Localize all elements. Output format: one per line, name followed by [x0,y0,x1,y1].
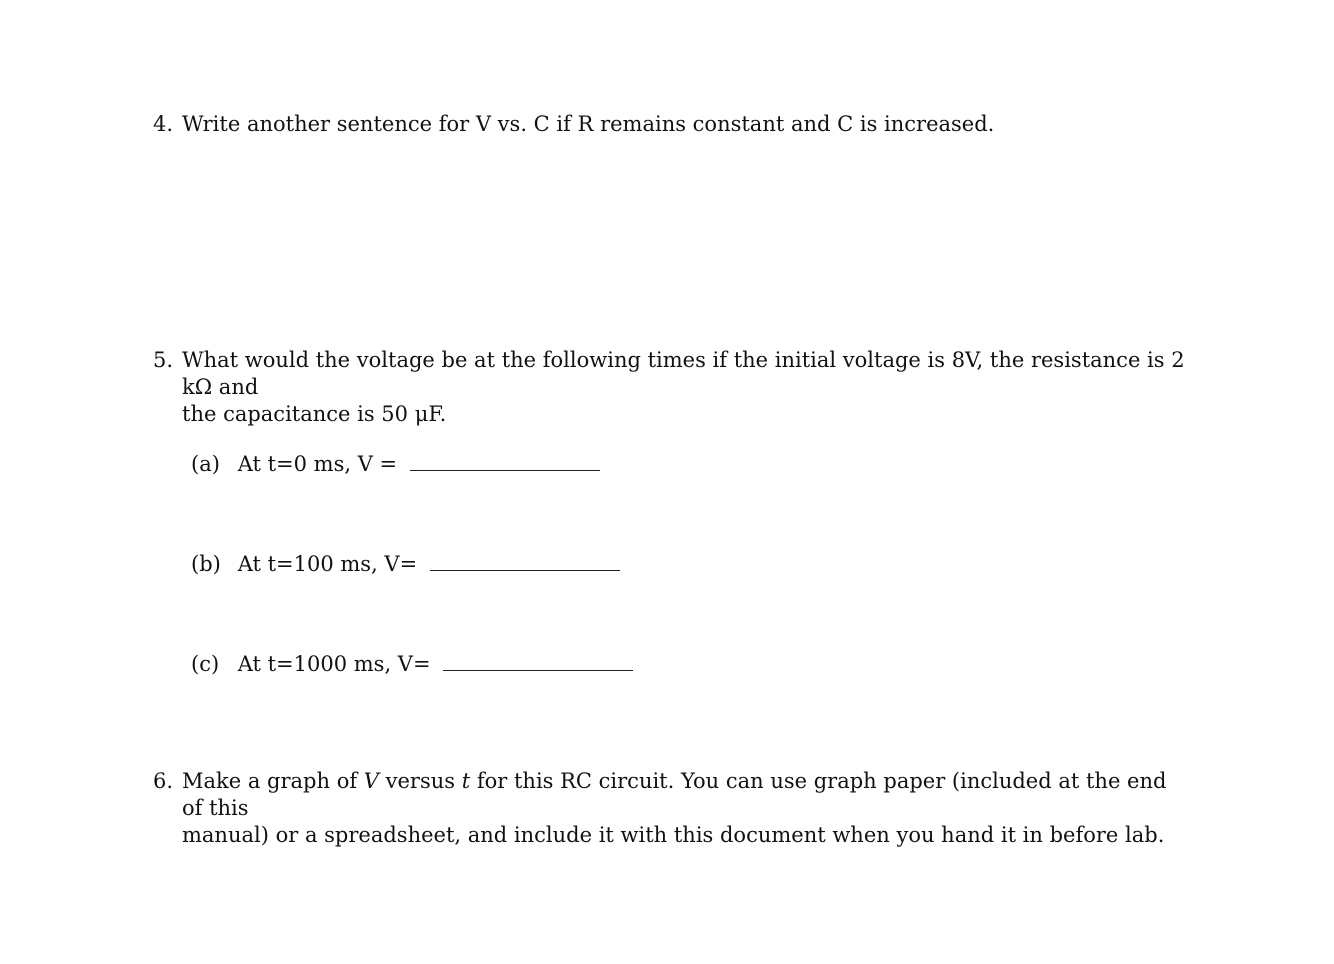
variable-v: V [363,769,379,793]
text-pre: Make a graph of [182,769,364,793]
question-text [182,347,1193,428]
part-label: (c) [191,652,220,676]
question-5 [153,347,1193,428]
variable-t: t [461,769,471,793]
part-a [191,451,600,478]
part-text: At t=100 ms, V= [237,552,418,576]
question-text-line-1: What would the voltage be at the following times if the initial voltage is 8V, the resistance is 2 kΩ and [182,348,1185,399]
question-text-line-1 [182,768,1193,822]
part-label: (a) [191,452,220,476]
answer-blank-b[interactable] [430,556,620,571]
part-c [191,651,633,678]
answer-blank-a[interactable] [410,456,600,471]
text-post: for this RC circuit. You can use graph paper (included at the end of this [182,769,1167,820]
question-text-line-2: manual) or a spreadsheet, and include it with this document when you hand it in before lab. [182,823,1165,847]
part-label: (b) [191,552,221,576]
question-number: 6. [153,769,174,793]
part-text: At t=1000 ms, V= [237,652,431,676]
question-6 [153,768,1193,849]
answer-blank-c[interactable] [443,656,633,671]
part-text: At t=0 ms, V = [237,452,398,476]
question-number: 5. [153,348,174,372]
question-text: Write another sentence for V vs. C if R remains constant and C is increased. [182,112,995,136]
question-text [182,768,1193,849]
question-text-line-2: the capacitance is 50 μF. [182,402,447,426]
question-number: 4. [153,112,174,136]
question-4 [153,111,1193,138]
text-mid: versus [378,769,462,793]
part-b [191,551,620,578]
